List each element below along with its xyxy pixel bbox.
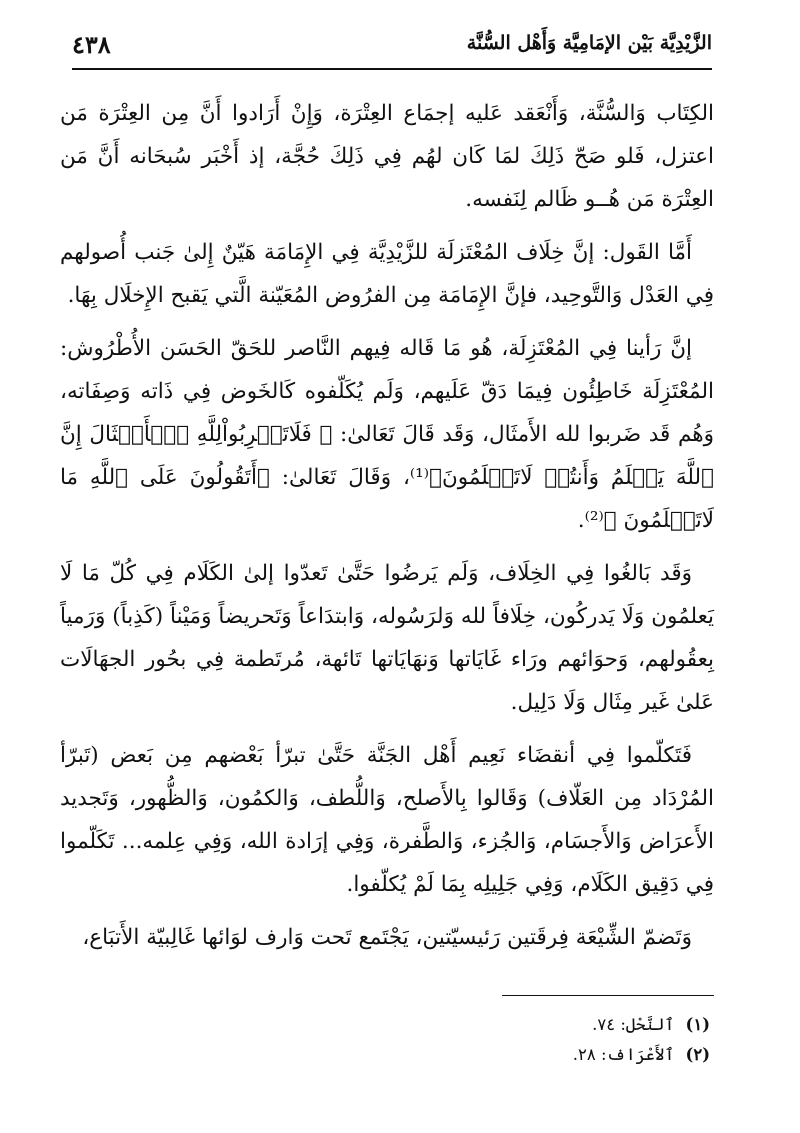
page-number: ٤٣٨ xyxy=(72,30,111,59)
paragraph-5: فَتَكلّموا فِي أنقضَاء نَعِيم أَهْل الجَنَّة حَتَّىٰ تبرّأ بَعْضهم مِن بَعض (تَبرّأ المُرْدَاد مِن العَلّاف) وَقَالوا بِالأَصلح، وَاللُّطف، وَالكمُون، وَالظُّهور، وَتَجديد الأَعرَاض وَالأَجسَام، وَالجُزء، وَالطَّفرة، وَفِي إرَادة الله، وَفِي عِلمه... تَكَلّموا فِي دَقِيق الكَلَام، وَفِي جَلِيلِه بِمَا لَمْ يُكلّفوا. xyxy=(60,743,714,897)
paragraph-4: وَقَد بَالغُوا فِي الخِلَاف، وَلَم يَرضُوا حَتَّىٰ تَعدّوا إلىٰ الكَلَام فِي كُلّ مَا لَا يَعلمُون وَلَا يَدركُون، خِلَافاً لله وَلرَسُوله، وَابتدَاعاً وَتَحريضاً وَمَيْناً (كَذِباً) وَرَمياً بِعقُولهم، وَحوَائهم ورَاء غَايَاتها وَنهَايَاتها تَائهة، مُرتَطمة فِي بحُور الجهَالَات عَلىٰ غَير مِثَال وَلَا دَلِيل. xyxy=(60,561,714,715)
running-header xyxy=(72,28,712,72)
footnotes xyxy=(300,1010,710,1070)
running-title: الزَّيْدِيَّة بَيْن الإمَامِيَّة وَأَهْل السُّنَّة xyxy=(466,32,712,54)
paragraph-3: إنَّ رَأينا فِي المُعْتَزِلَة، هُو مَا قَاله فِيهم النَّاصر للحَقّ الحَسَن الأُطْرُوش: المُعْتَزِلَة خَاطِئُون فِيمَا دَقّ عَلَيهم، وَلَم يُكَلّفوه كَالخَوض فِي ذَاته وَصِفَاته، وَهُم قَد ضَربوا لله الأَمثَال، وَقَد قَالَ تَعَالىٰ: ﴿ فَلَاتَضۡرِبُواْلِلَّهِ ٱلۡأَمۡثَالَ إِنَّ ٱللَّهَ يَعۡلَمُ وَأَنتُمۡ لَاتَعۡلَمُونَ﴾⁽¹⁾، وَقَالَ تَعَالىٰ: ﴿أَتَقُولُونَ عَلَى ٱللَّهِ مَا لَاتَعۡلَمُونَ ﴾⁽²⁾. xyxy=(60,336,715,533)
paragraph-1: الكِتَاب وَالسُّنَّة، وَأَنْعَقد عَليه إجمَاع العِتْرَة، وَإِنْ أَرَادوا أَنَّ مِن العِتْرَة مَن اعتزل، فَلو صَحّ ذَلِكَ لمَا كَان لهُم فِي ذَلِكَ حُجَّة، إذ أَخْبَر سُبحَانه أَنَّ مَن العِتْرَة مَن هُــو ظَالم لِنَفسه. xyxy=(60,101,714,212)
footnote-2 xyxy=(300,1040,710,1070)
footnote-text: ٱلأَعْرَاف: ٢٨. xyxy=(572,1045,675,1064)
paragraph-2: أَمَّا القَول: إنَّ خِلَاف المُعْتَزلَة للزَّيْدِيَّة فِي الإِمَامَة هَيّنٌ إِلىٰ جَنب أُصولهم فِي العَدْل وَالتَّوحِيد، فإنَّ الإِمَامَة مِن الفرُوض المُعَيّنة الَّتي يَقبح الإِخلَال بِهَا. xyxy=(60,240,714,308)
footnote-rule xyxy=(502,995,714,996)
paragraph-6: وَتَضمّ الشِّيْعَة فِرقَتين رَئيسيّتين، يَجْتَمع تَحت وَارف لوَائها غَالِبيّة الأَتبَاع، xyxy=(82,925,692,950)
footnote-number: (٢) xyxy=(685,1045,710,1064)
footnote-number: (١) xyxy=(685,1015,710,1034)
footnote-1 xyxy=(300,1010,710,1040)
header-rule xyxy=(72,68,712,70)
footnote-text: ٱلنَّحْل: ٧٤. xyxy=(592,1015,675,1034)
body-text xyxy=(60,92,714,969)
